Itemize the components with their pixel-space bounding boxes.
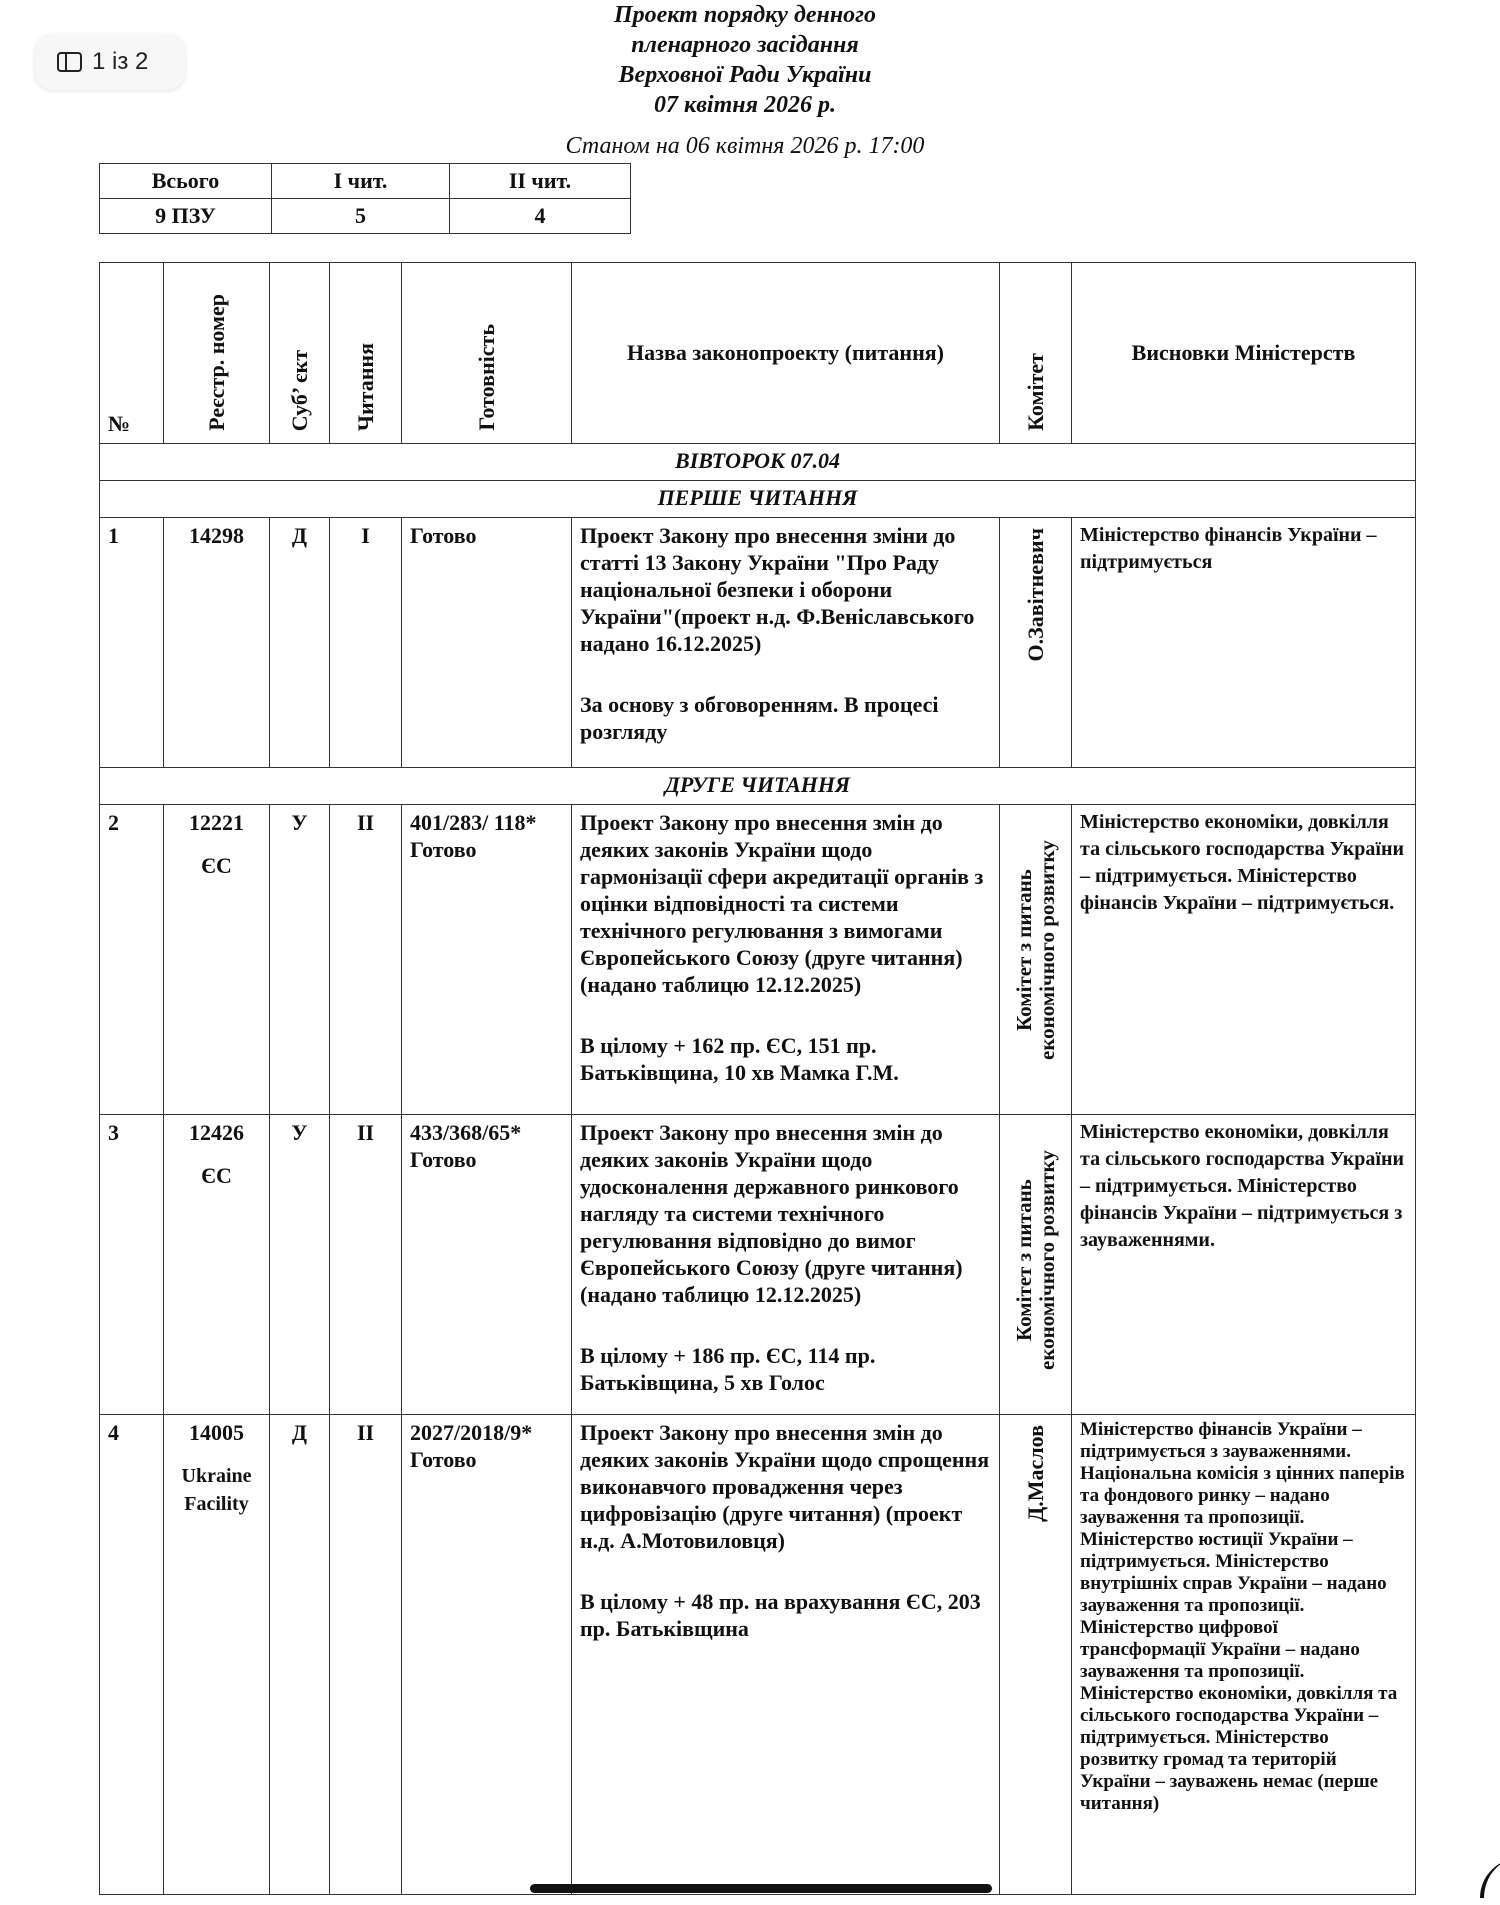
home-indicator-bar[interactable] <box>530 1884 992 1893</box>
row-tag: Ukraine Facility <box>181 1465 252 1515</box>
summary-header: ІІ чит. <box>450 164 631 199</box>
summary-value: 4 <box>450 199 631 234</box>
row-readiness: Готово <box>402 518 572 768</box>
header-title: Назва законопроекту (питання) <box>572 263 1000 444</box>
row-reading: І <box>330 518 402 768</box>
row-num: 4 <box>100 1415 164 1895</box>
row-num: 2 <box>100 805 164 1115</box>
row-num: 1 <box>100 518 164 768</box>
row-ministries: Міністерство фінансів України – підтримується <box>1072 518 1416 768</box>
table-header-row <box>100 263 1416 444</box>
document-title <box>480 0 1010 120</box>
row-readiness: 2027/2018/9* Готово <box>402 1415 572 1895</box>
row-reg: 14298 <box>164 518 270 768</box>
row-committee: Комітет з питань економічного розвитку <box>1000 805 1072 1115</box>
row-subject: У <box>270 1115 330 1415</box>
row-committee: Д.Маслов <box>1000 1415 1072 1895</box>
summary-value: 9 ПЗУ <box>100 199 272 234</box>
row-readiness: 401/283/ 118* Готово <box>402 805 572 1115</box>
row-committee: О.Завітневич <box>1000 518 1072 768</box>
row-bill-title: Проект Закону про внесення змін до деяких законів України щодо спрощення виконавчого провадження через цифровізацію (друге читання) (проект н.д. А.Мотовиловця) В цілому + 48 пр. на врахування ЄС, 203 пр. Батьківщина <box>572 1415 1000 1895</box>
summary-table <box>99 163 631 234</box>
row-reg: 14005 Ukraine Facility <box>164 1415 270 1895</box>
title-line: Верховної Ради України <box>618 62 872 88</box>
agenda-table <box>99 262 1416 1895</box>
header-reading: Читання <box>330 263 402 444</box>
row-ministries: Міністерство фінансів України – підтримується з зауваженнями. Національна комісія з цінних паперів та фондового ринку – надано зауваження та пропозиції. Міністерство юстиції України – підтримується. Міністерство внутрішніх справ України – надано зауваження та пропозиції. Міністерство цифрової трансформації України – надано зауваження та пропозиції. Міністерство економіки, довкілля та сільського господарства України – підтримується. Міністерство розвитку громад та територій України – зауважень немає (перше читання) <box>1072 1415 1416 1895</box>
section-second-reading: ДРУГЕ ЧИТАННЯ <box>100 768 1416 805</box>
summary-header: Всього <box>100 164 272 199</box>
row-subject: Д <box>270 518 330 768</box>
header-committee: Комітет <box>1000 263 1072 444</box>
row-bill-title: Проект Закону про внесення змін до деяких законів України щодо удосконалення державного ринкового нагляду та системи технічного регулювання відповідно до вимог Європейського Союзу (друге читання) (надано таблицю 12.12.2025) В цілому + 186 пр. ЄС, 114 пр. Батьківщина, 5 хв Голос <box>572 1115 1000 1415</box>
row-bill-title: Проект Закону про внесення зміни до статті 13 Закону України "Про Раду національної безпеки і оборони України"(проект н.д. Ф.Веніславського надано 16.12.2025) За основу з обговоренням. В процесі розгляду <box>572 518 1000 768</box>
page-counter: 1 із 2 <box>92 48 149 75</box>
table-row <box>100 1115 1416 1415</box>
page-indicator[interactable] <box>35 34 185 90</box>
row-decision: За основу з обговоренням. В процесі розгляду <box>580 692 939 744</box>
summary-header: І чит. <box>272 164 450 199</box>
row-ministries: Міністерство економіки, довкілля та сільського господарства України – підтримується. Міністерство фінансів України – підтримується з зауваженнями. <box>1072 1115 1416 1415</box>
row-reg: 12221 ЄС <box>164 805 270 1115</box>
title-line: пленарного засідання <box>631 32 859 58</box>
table-row <box>100 1415 1416 1895</box>
table-row <box>100 518 1416 768</box>
row-decision: В цілому + 162 пр. ЄС, 151 пр. Батьківщина, 10 хв Мамка Г.М. <box>580 1033 899 1085</box>
day-heading: ВІВТОРОК 07.04 <box>100 444 1416 481</box>
status-timestamp: Станом на 06 квітня 2026 р. 17:00 <box>565 133 925 159</box>
row-subject: У <box>270 805 330 1115</box>
table-row <box>100 805 1416 1115</box>
row-decision: В цілому + 48 пр. на врахування ЄС, 203 пр. Батьківщина <box>580 1589 981 1641</box>
header-subject: Суб’ єкт <box>270 263 330 444</box>
row-reading: ІІ <box>330 805 402 1115</box>
row-readiness: 433/368/65* Готово <box>402 1115 572 1415</box>
row-ministries: Міністерство економіки, довкілля та сільського господарства України – підтримується. Міністерство фінансів України – підтримується. <box>1072 805 1416 1115</box>
sidebar-icon <box>57 52 82 72</box>
header-num: № <box>100 263 164 444</box>
corner-edge <box>1480 1858 1500 1898</box>
row-bill-title: Проект Закону про внесення змін до деяких законів України щодо гармонізації сфери акредитації органів з оцінки відповідності та системи технічного регулювання з вимогами Європейського Союзу (друге читання) (надано таблицю 12.12.2025) В цілому + 162 пр. ЄС, 151 пр. Батьківщина, 10 хв Мамка Г.М. <box>572 805 1000 1115</box>
row-tag: ЄС <box>201 1163 232 1188</box>
title-line: 07 квітня 2026 р. <box>654 92 836 118</box>
row-reading: ІІ <box>330 1415 402 1895</box>
header-readiness: Готовність <box>402 263 572 444</box>
row-num: 3 <box>100 1115 164 1415</box>
row-decision: В цілому + 186 пр. ЄС, 114 пр. Батьківщина, 5 хв Голос <box>580 1343 876 1395</box>
row-subject: Д <box>270 1415 330 1895</box>
row-reg: 12426 ЄС <box>164 1115 270 1415</box>
header-reg: Реєстр. номер <box>164 263 270 444</box>
summary-value: 5 <box>272 199 450 234</box>
header-ministries: Висновки Міністерств <box>1072 263 1416 444</box>
section-first-reading: ПЕРШЕ ЧИТАННЯ <box>100 481 1416 518</box>
title-line: Проект порядку денного <box>613 2 877 28</box>
row-reading: ІІ <box>330 1115 402 1415</box>
row-tag: ЄС <box>201 853 232 878</box>
row-committee: Комітет з питань економічного розвитку <box>1000 1115 1072 1415</box>
